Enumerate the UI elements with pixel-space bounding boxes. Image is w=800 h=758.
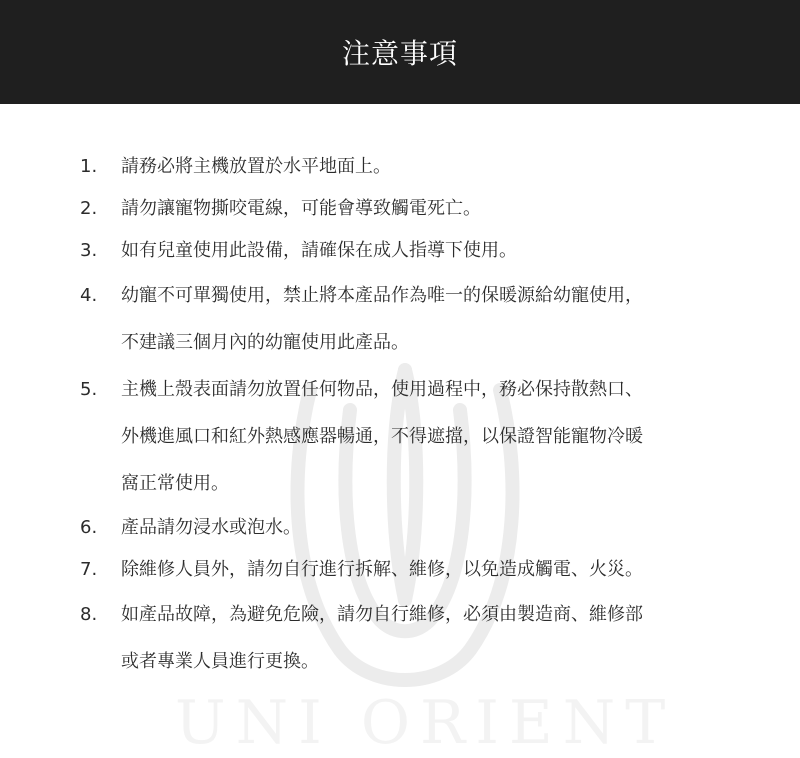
list-item <box>0 188 800 230</box>
list-item-number: 4. <box>80 285 98 306</box>
list-item-number: 1. <box>80 156 98 177</box>
list-item-line: 幼寵不可單獨使用，禁止將本產品作為唯一的保暖源給幼寵使用， <box>121 285 643 306</box>
list-item-text <box>121 507 761 549</box>
list-item-number: 2. <box>80 198 98 219</box>
list-item-line: 如有兒童使用此設備，請確保在成人指導下使用。 <box>121 240 517 261</box>
list-item <box>0 549 800 591</box>
list-item-number: 7. <box>80 559 98 580</box>
list-item-text <box>121 591 761 685</box>
list-item-number: 5. <box>80 379 98 400</box>
list-item-line: 產品請勿浸水或泡水。 <box>121 517 301 538</box>
list-item-line: 不建議三個月內的幼寵使用此產品。 <box>121 332 409 353</box>
list-item-line: 請勿讓寵物撕咬電線，可能會導致觸電死亡。 <box>121 198 481 219</box>
list-item-text <box>121 549 761 591</box>
list-item-text <box>121 272 761 366</box>
list-item-number: 6. <box>80 517 98 538</box>
list-item-text <box>121 366 761 507</box>
precautions-list <box>0 146 800 685</box>
list-item-line: 窩正常使用。 <box>121 473 229 494</box>
list-item-line: 除維修人員外，請勿自行進行拆解、維修，以免造成觸電、火災。 <box>121 559 643 580</box>
list-item <box>0 272 800 366</box>
list-item <box>0 507 800 549</box>
list-item-line: 主機上殼表面請勿放置任何物品，使用過程中，務必保持散熱口、 <box>121 379 643 400</box>
brand-watermark-text: UNI ORIENT <box>175 688 676 758</box>
list-item-line: 請務必將主機放置於水平地面上。 <box>121 156 391 177</box>
list-item-text <box>121 230 761 272</box>
list-item <box>0 366 800 507</box>
list-item-number: 3. <box>80 240 98 261</box>
list-item-line: 外機進風口和紅外熱感應器暢通，不得遮擋，以保證智能寵物冷暖 <box>121 426 643 447</box>
list-item-line: 或者專業人員進行更換。 <box>121 651 319 672</box>
page-title: 注意事項 <box>341 37 458 70</box>
list-item-number: 8. <box>80 604 98 625</box>
list-item-text <box>121 146 761 188</box>
list-item <box>0 591 800 685</box>
list-item <box>0 230 800 272</box>
page-header <box>0 0 800 104</box>
list-item <box>0 146 800 188</box>
list-item-text <box>121 188 761 230</box>
list-item-line: 如產品故障，為避免危險，請勿自行維修，必須由製造商、維修部 <box>121 604 643 625</box>
